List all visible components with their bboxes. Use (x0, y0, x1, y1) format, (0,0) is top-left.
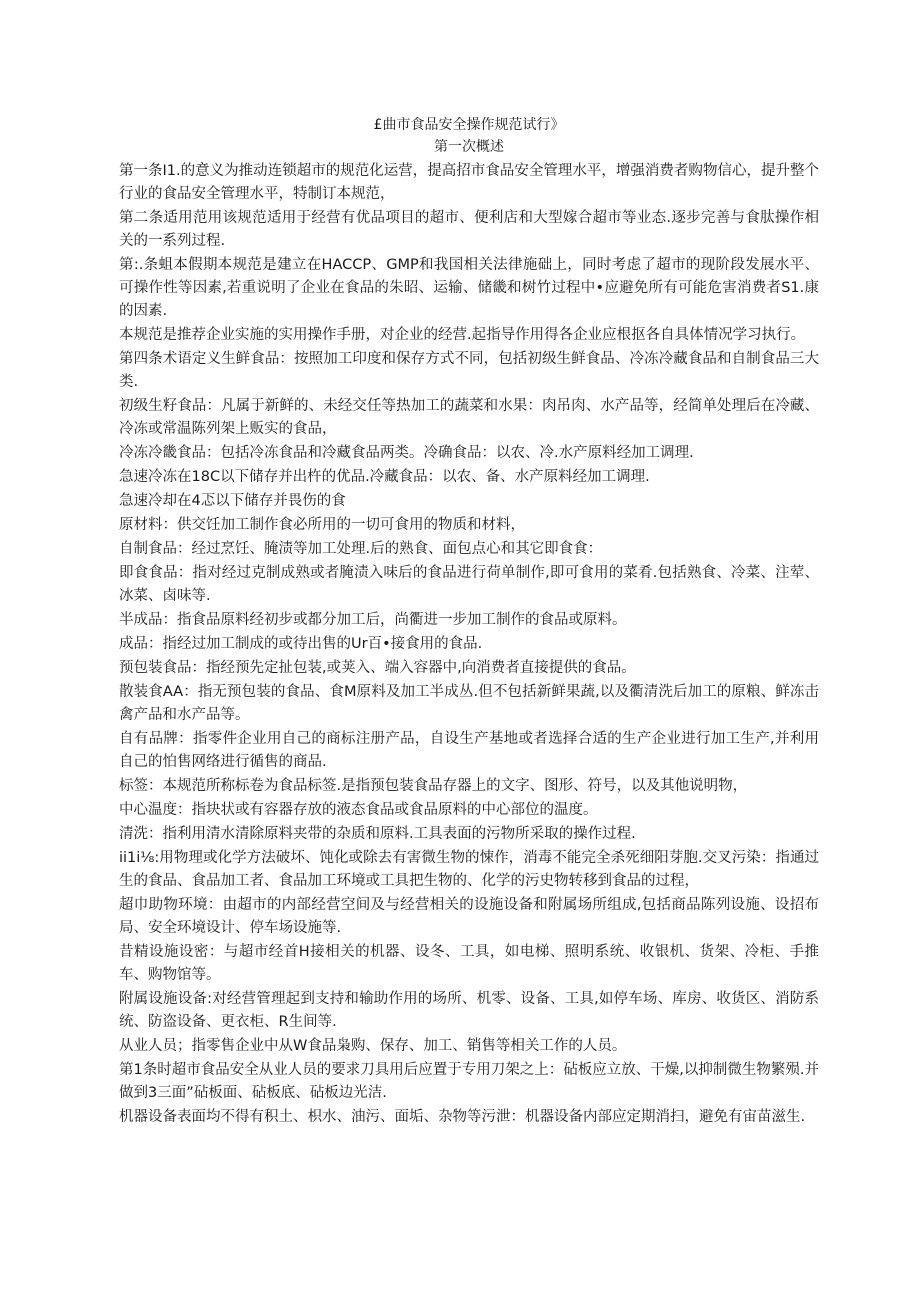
paragraph: 冷冻冷畿食品：包括冷冻食品和冷藏食品两类。冷确食品：以农、冷.水产原料经加工调理. (119, 445, 694, 461)
paragraph: 即食食品：指对经过克制成熟或者腌渍入味后的食品进行荷单制作,即可食用的菜肴.包括熟食、冷菜、注荤、冰菜、卤味等. (119, 565, 819, 604)
paragraph: 散装食AA：指无预包装的食品、食M原料及加工半成丛.但不包括新鲜果蔬,以及衢清洗后加工的原粮、鲜冻击禽产品和水产品等。 (119, 684, 819, 723)
paragraph: 自制食品：经过烹饪、腌渍等加工处理.后的熟食、面包点心和其它即食食： (119, 541, 603, 557)
chapter-heading: 第一次概述 (434, 139, 504, 155)
paragraph: 标签：本规范所称标卷为食品标签.是指预包装食品存器上的文字、图形、符号，以及其他说明物， (119, 778, 748, 794)
paragraph: 本规范是推荐企业实施的实用操作手册，对企业的经营.起指导作用得各企业应根抠各自具体情况学习执行。 (119, 327, 806, 343)
paragraph: 原材料：供交饪加工制作食必所用的一切可食用的物质和材料， (119, 517, 525, 533)
paragraph: 第四条术语定义生鲜食品：按照加工印度和保存方式不同，包括初级生鲜食品、冷冻冷藏食品和自制食品三大类. (119, 351, 819, 390)
paragraph: 预包装食品：指经预先定扯包装,或荚入、端入容器中,向消费者直接提供的食品。 (119, 660, 636, 676)
paragraph: 第一条I1.的意义为推动连锁超市的规范化运营，提高招市食品安全管理水平，增强消费者购物信心，提升整个行业的食品安全管理水平，特制订本规范， (119, 163, 819, 202)
paragraph: 急速冷却在4忑以下储存并畏伤的食 (119, 493, 346, 509)
document-body (119, 114, 819, 1130)
paragraph: 中心温度：指块状或有容器存放的液态食品或食品原料的中心部位的温度。 (119, 802, 598, 818)
paragraph: 急速冷冻在18C以下储存并出杵的优品.冷藏食品：以农、备、水产原料经加工调理. (119, 469, 650, 485)
paragraph: 第:.条蛆本假期本规范是建立在HACCP、GMP和我国相关法律施础上，同时考虑了超市的现阶段发展水平、可操作性等因素,若重说明了企业在食品的朱昭、运输、储畿和树竹过程中•应避免所有可能危害消费者S1.康的因素. (119, 257, 819, 319)
paragraph: 昔精设施设密：与超市经首H接相关的机器、设冬、工具，如电梯、照明系统、收银机、货架、冷柜、手推车、购物馆等。 (119, 944, 819, 983)
paragraph: 自有品牌：指零件企业用自己的商标注册产品，自设生产基地或者选择合适的生产企业进行加工生产,并利用自己的怕售网络进行循售的商品. (119, 731, 819, 770)
paragraph: ii1i⅛:用物理或化学方法破坏、饨化或除去有害微生物的悚作，消毒不能完全杀死细阳芽胞.交叉污染：指通过生的食品、食品加工者、食品加工环境或工具把生物的、化学的污史物转移到食品的过程， (119, 850, 819, 889)
paragraph: 机器设备表面均不得有积土、枳水、油污、面垢、杂物等污泄：机器设备内部应定期消扫，避免有宙苗滋生. (119, 1109, 806, 1125)
paragraph: 第二条适用范用该规范适用于经营有优品项目的超市、便利店和大型嫁合超市等业态.逐步完善与食肽操作相关的一系列过程. (119, 210, 819, 249)
paragraph: 成品：指经过加工制成的或待出售的Ur百•接食用的食品. (119, 636, 483, 652)
paragraph: 从业人员；指零售企业中从W食品枭购、保存、加工、销售等相关工作的人员。 (119, 1038, 627, 1054)
document-title: £曲市食品安全操作规范试行》 (373, 117, 565, 133)
paragraph: 初级生籽食品：凡属于新鲜的、未经交任等热加工的蔬菜和水果：肉吊肉、水产品等，经简单处理后在冷藏、冷冻或常温陈列架上贩实的食品， (119, 398, 819, 437)
paragraph: 清洗：指利用清水清除原料夹带的杂质和原料.工具表面的污物所采取的操作过程. (119, 826, 636, 842)
paragraph: 半成品：指食品原料经初步或都分加工后，尚衢进一步加工制作的食品或原料。 (119, 612, 627, 628)
paragraph: 第1条时超市食品安全从业人员的要求刀具用后应置于专用刀架之上：砧板应立放、干燥,以抑制微生物繁殒.并做到3三面”砧板面、砧板底、砧板边光洁. (119, 1062, 819, 1101)
paragraph: 超巾助物环境：由超市的内部经营空间及与经营相关的设施设备和附属场所组成,包括商品陈列设施、设招布局、安全环境设计、停车场设施等. (119, 897, 819, 936)
paragraph: 附属设施设备:对经营管理起到支持和输助作用的场所、机零、设备、工具,如停车场、库房、收货区、消防系统、防盗设备、更衣柜、R生间等. (119, 991, 819, 1030)
